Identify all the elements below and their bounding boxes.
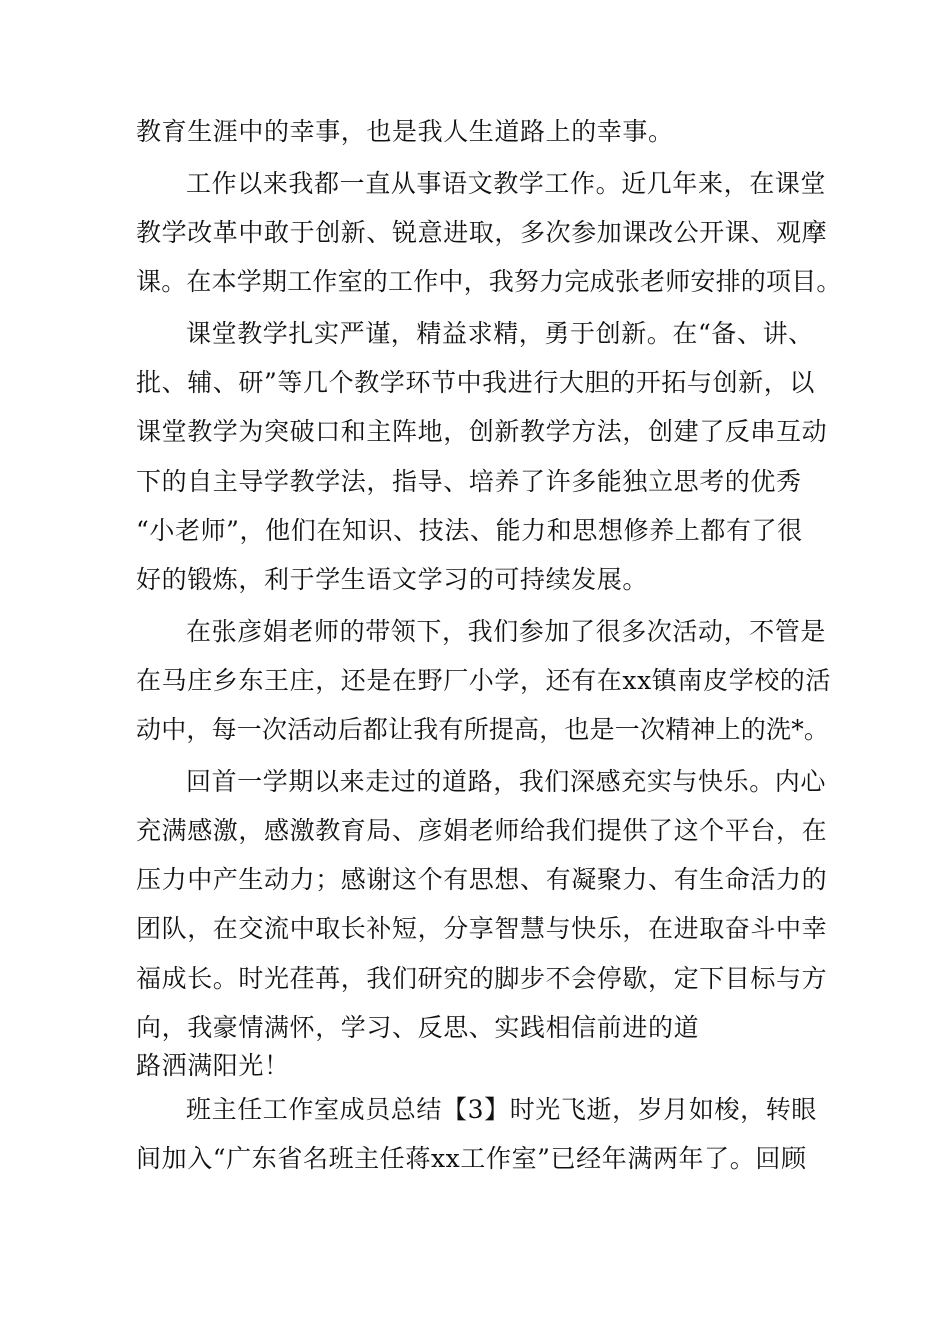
text-line: 间加入“广东省名班主任蒋xx工作室”已经年满两年了。回顾 (136, 1144, 807, 1173)
text-line: 教学改革中敢于创新、锐意进取，多次参加课改公开课、观摩 (136, 218, 828, 247)
text-line: 教育生涯中的幸事，也是我人生道路上的幸事。 (136, 117, 674, 146)
text-line: 福成长。时光荏苒，我们研究的脚步不会停歇，定下目标与方 (136, 964, 828, 993)
text-line: 工作以来我都一直从事语文教学工作。近几年来，在课堂 (186, 169, 827, 198)
text-line: 充满感激，感激教育局、彦娟老师给我们提供了这个平台，在 (136, 816, 828, 845)
text-line: 班主任工作室成员总结【3】时光飞逝，岁月如梭，转眼 (186, 1095, 817, 1124)
text-line: 好的锻炼，利于学生语文学习的可持续发展。 (136, 565, 649, 594)
text-line: 批、辅、研”等几个教学环节中我进行大胆的开拓与创新，以 (136, 368, 815, 397)
text-line: 团队，在交流中取长补短，分享智慧与快乐，在进取奋斗中幸 (136, 914, 828, 943)
text-line: 课堂教学为突破口和主阵地，创新教学方法，创建了反串互动 (136, 417, 828, 446)
text-line: 下的自主导学教学法，指导、培养了许多能独立思考的优秀 (136, 467, 802, 496)
text-line: 回首一学期以来走过的道路，我们深感充实与快乐。内心 (186, 767, 827, 796)
text-line: 路洒满阳光！ (136, 1051, 290, 1080)
text-line: 在马庄乡东王庄，还是在野厂小学，还有在xx镇南皮学校的活 (136, 666, 832, 695)
text-line: “小老师”，他们在知识、技法、能力和思想修养上都有了很 (136, 516, 803, 545)
text-line: 课。在本学期工作室的工作中，我努力完成张老师安排的项目。 (136, 267, 842, 296)
text-line: 向，我豪情满怀，学习、反思、实践相信前进的道 (136, 1013, 700, 1042)
text-line: 动中，每一次活动后都让我有所提高，也是一次精神上的洗*。 (136, 715, 830, 744)
text-line: 压力中产生动力；感谢这个有思想、有凝聚力、有生命活力的 (136, 865, 828, 894)
text-line: 在张彦娟老师的带领下，我们参加了很多次活动，不管是 (186, 617, 827, 646)
text-line: 课堂教学扎实严谨，精益求精，勇于创新。在“备、讲、 (186, 319, 814, 348)
